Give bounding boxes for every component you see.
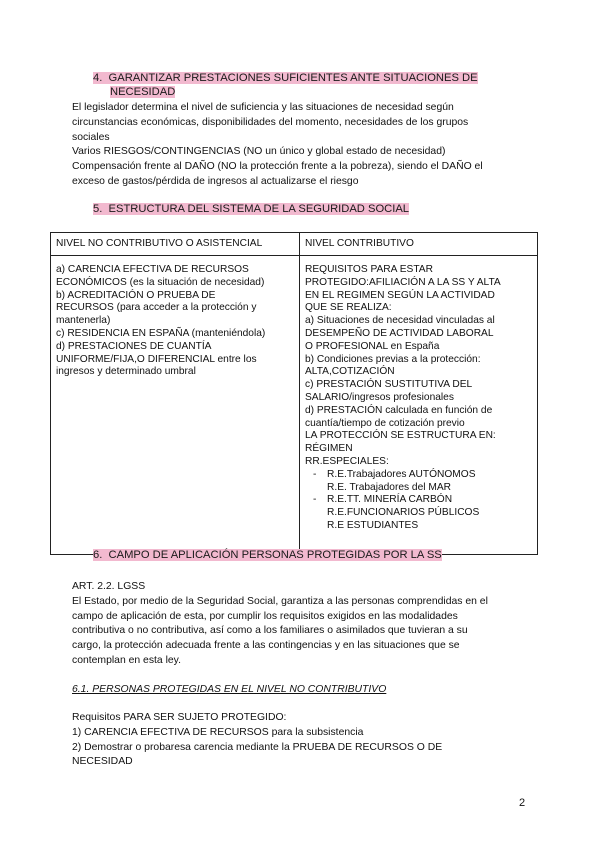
text-line: Requisitos PARA SER SUJETO PROTEGIDO:	[72, 712, 287, 723]
section-4-heading: 4. GARANTIZAR PRESTACIONES SUFICIENTES ANTE SITUACIONES DE NECESIDAD	[93, 72, 478, 98]
text-line: contemplan en esta ley.	[72, 654, 181, 666]
special-regime-label: R.E. Trabajadores del MAR	[327, 481, 452, 493]
special-regime-label: R.E.FUNCIONARIOS PÚBLICOS	[327, 507, 480, 519]
cell-line: a) CARENCIA EFECTIVA DE RECURSOS	[56, 264, 249, 275]
cell-line: c) PRESTACIÓN SUSTITUTIVA DEL	[305, 379, 473, 391]
text-line: El Estado, por medio de la Seguridad Social, garantiza a las personas comprendidas en el	[72, 595, 488, 607]
cell-line: b) ACREDITACIÓN O PRUEBA DE	[56, 289, 216, 301]
section-6-body	[72, 580, 532, 669]
special-regime-item	[305, 520, 532, 533]
table-header-row	[51, 233, 538, 256]
text-line: cargo, la protección adecuada frente a las contingencias y en las situaciones que se	[72, 640, 460, 652]
cell-line: LA PROTECCIÓN SE ESTRUCTURA EN:	[305, 430, 496, 442]
cell-line: SALARIO/ingresos profesionales	[305, 391, 454, 403]
cell-no-contributivo	[51, 256, 300, 555]
cell-line: ECONÓMICOS (es la situación de necesidad)	[56, 276, 265, 288]
cell-line: O PROFESIONAL en España	[305, 340, 440, 352]
page-number: 2	[519, 797, 526, 809]
text-line: campo de aplicación de esta, por cumplir los requisitos exigidos en las modalidades	[72, 610, 458, 622]
cell-line: ALTA,COTIZACIÓN	[305, 366, 395, 378]
cell-contributivo	[300, 256, 538, 555]
cell-line: REQUISITOS PARA ESTAR	[305, 264, 433, 275]
cell-line: UNIFORME/FIJA,O DIFERENCIAL entre los	[56, 353, 257, 365]
cell-line: a) Situaciones de necesidad vinculadas al	[305, 315, 495, 327]
special-regime-item	[305, 469, 532, 482]
section-5-heading: 5. ESTRUCTURA DEL SISTEMA DE LA SEGURIDAD SOCIAL	[93, 203, 410, 215]
list-dash: -	[313, 494, 317, 506]
section-4-body	[72, 101, 532, 190]
text-line: circunstancias económicas, disponibilidades del momento, necesidades de los grupos	[72, 116, 469, 128]
header-contributivo: NIVEL CONTRIBUTIVO	[300, 233, 538, 256]
special-regime-label: R.E ESTUDIANTES	[327, 519, 419, 531]
special-regime-label: R.E.Trabajadores AUTÓNOMOS	[327, 468, 476, 480]
cell-line: ingresos y determinado umbral	[56, 366, 196, 378]
cell-line: d) PRESTACIONES DE CUANTÍA	[56, 340, 212, 352]
cell-line: PROTEGIDO:AFILIACIÓN A LA SS Y ALTA	[305, 276, 501, 288]
requirements-list	[72, 711, 532, 770]
text-line: Varios RIESGOS/CONTINGENCIAS (NO un único y global estado de necesidad)	[72, 146, 446, 158]
cell-line: cuantía/tiempo de cotización previo	[305, 417, 465, 429]
cell-line: c) RESIDENCIA EN ESPAÑA (manteniéndola)	[56, 327, 266, 339]
special-regime-item	[305, 507, 532, 520]
special-regime-item	[305, 494, 532, 507]
text-line: El legislador determina el nivel de suficiencia y las situaciones de necesidad según	[72, 102, 454, 113]
list-dash: -	[313, 468, 317, 480]
text-line: 2) Demostrar o probaresa carencia mediante la PRUEBA DE RECURSOS O DE	[72, 741, 443, 753]
structure-table	[50, 232, 538, 555]
text-line: contributiva o no contributiva, así como a los familiares o asimilados que tuvieran a su	[72, 625, 468, 637]
special-regime-item	[305, 482, 532, 495]
text-line: 1) CARENCIA EFECTIVA DE RECURSOS para la subsistencia	[72, 726, 364, 738]
cell-line: EN EL REGIMEN SEGÚN LA ACTIVIDAD	[305, 289, 495, 301]
cell-line: mantenerla)	[56, 315, 111, 327]
cell-line: RR.ESPECIALES:	[305, 455, 389, 467]
article-reference: ART. 2.2. LGSS	[72, 581, 146, 592]
table-body-row	[51, 256, 538, 555]
text-line: sociales	[72, 131, 110, 143]
cell-line: QUE SE REALIZA:	[305, 302, 392, 314]
cell-line: d) PRESTACIÓN calculada en función de	[305, 404, 493, 416]
cell-line: RECURSOS (para acceder a la protección y	[56, 302, 257, 314]
cell-line: DESEMPEÑO DE ACTIVIDAD LABORAL	[305, 327, 494, 339]
text-line: exceso de gastos/pérdida de ingresos al actualizarse el riesgo	[72, 175, 359, 187]
header-no-contributivo: NIVEL NO CONTRIBUTIVO O ASISTENCIAL	[51, 233, 300, 256]
special-regime-label: R.E.TT. MINERÍA CARBÓN	[327, 494, 453, 506]
cell-line: b) Condiciones previas a la protección:	[305, 353, 481, 365]
cell-line: RÉGIMEN	[305, 443, 353, 455]
section-6-heading: 6. CAMPO DE APLICACIÓN PERSONAS PROTEGIDAS POR LA SS	[93, 549, 442, 561]
subsection-6-1-title: 6.1. PERSONAS PROTEGIDAS EN EL NIVEL NO CONTRIBUTIVO	[72, 684, 387, 695]
text-line: Compensación frente al DAÑO (NO la protección frente a la pobreza), siendo el DAÑO el	[72, 161, 483, 173]
text-line: NECESIDAD	[72, 756, 133, 768]
